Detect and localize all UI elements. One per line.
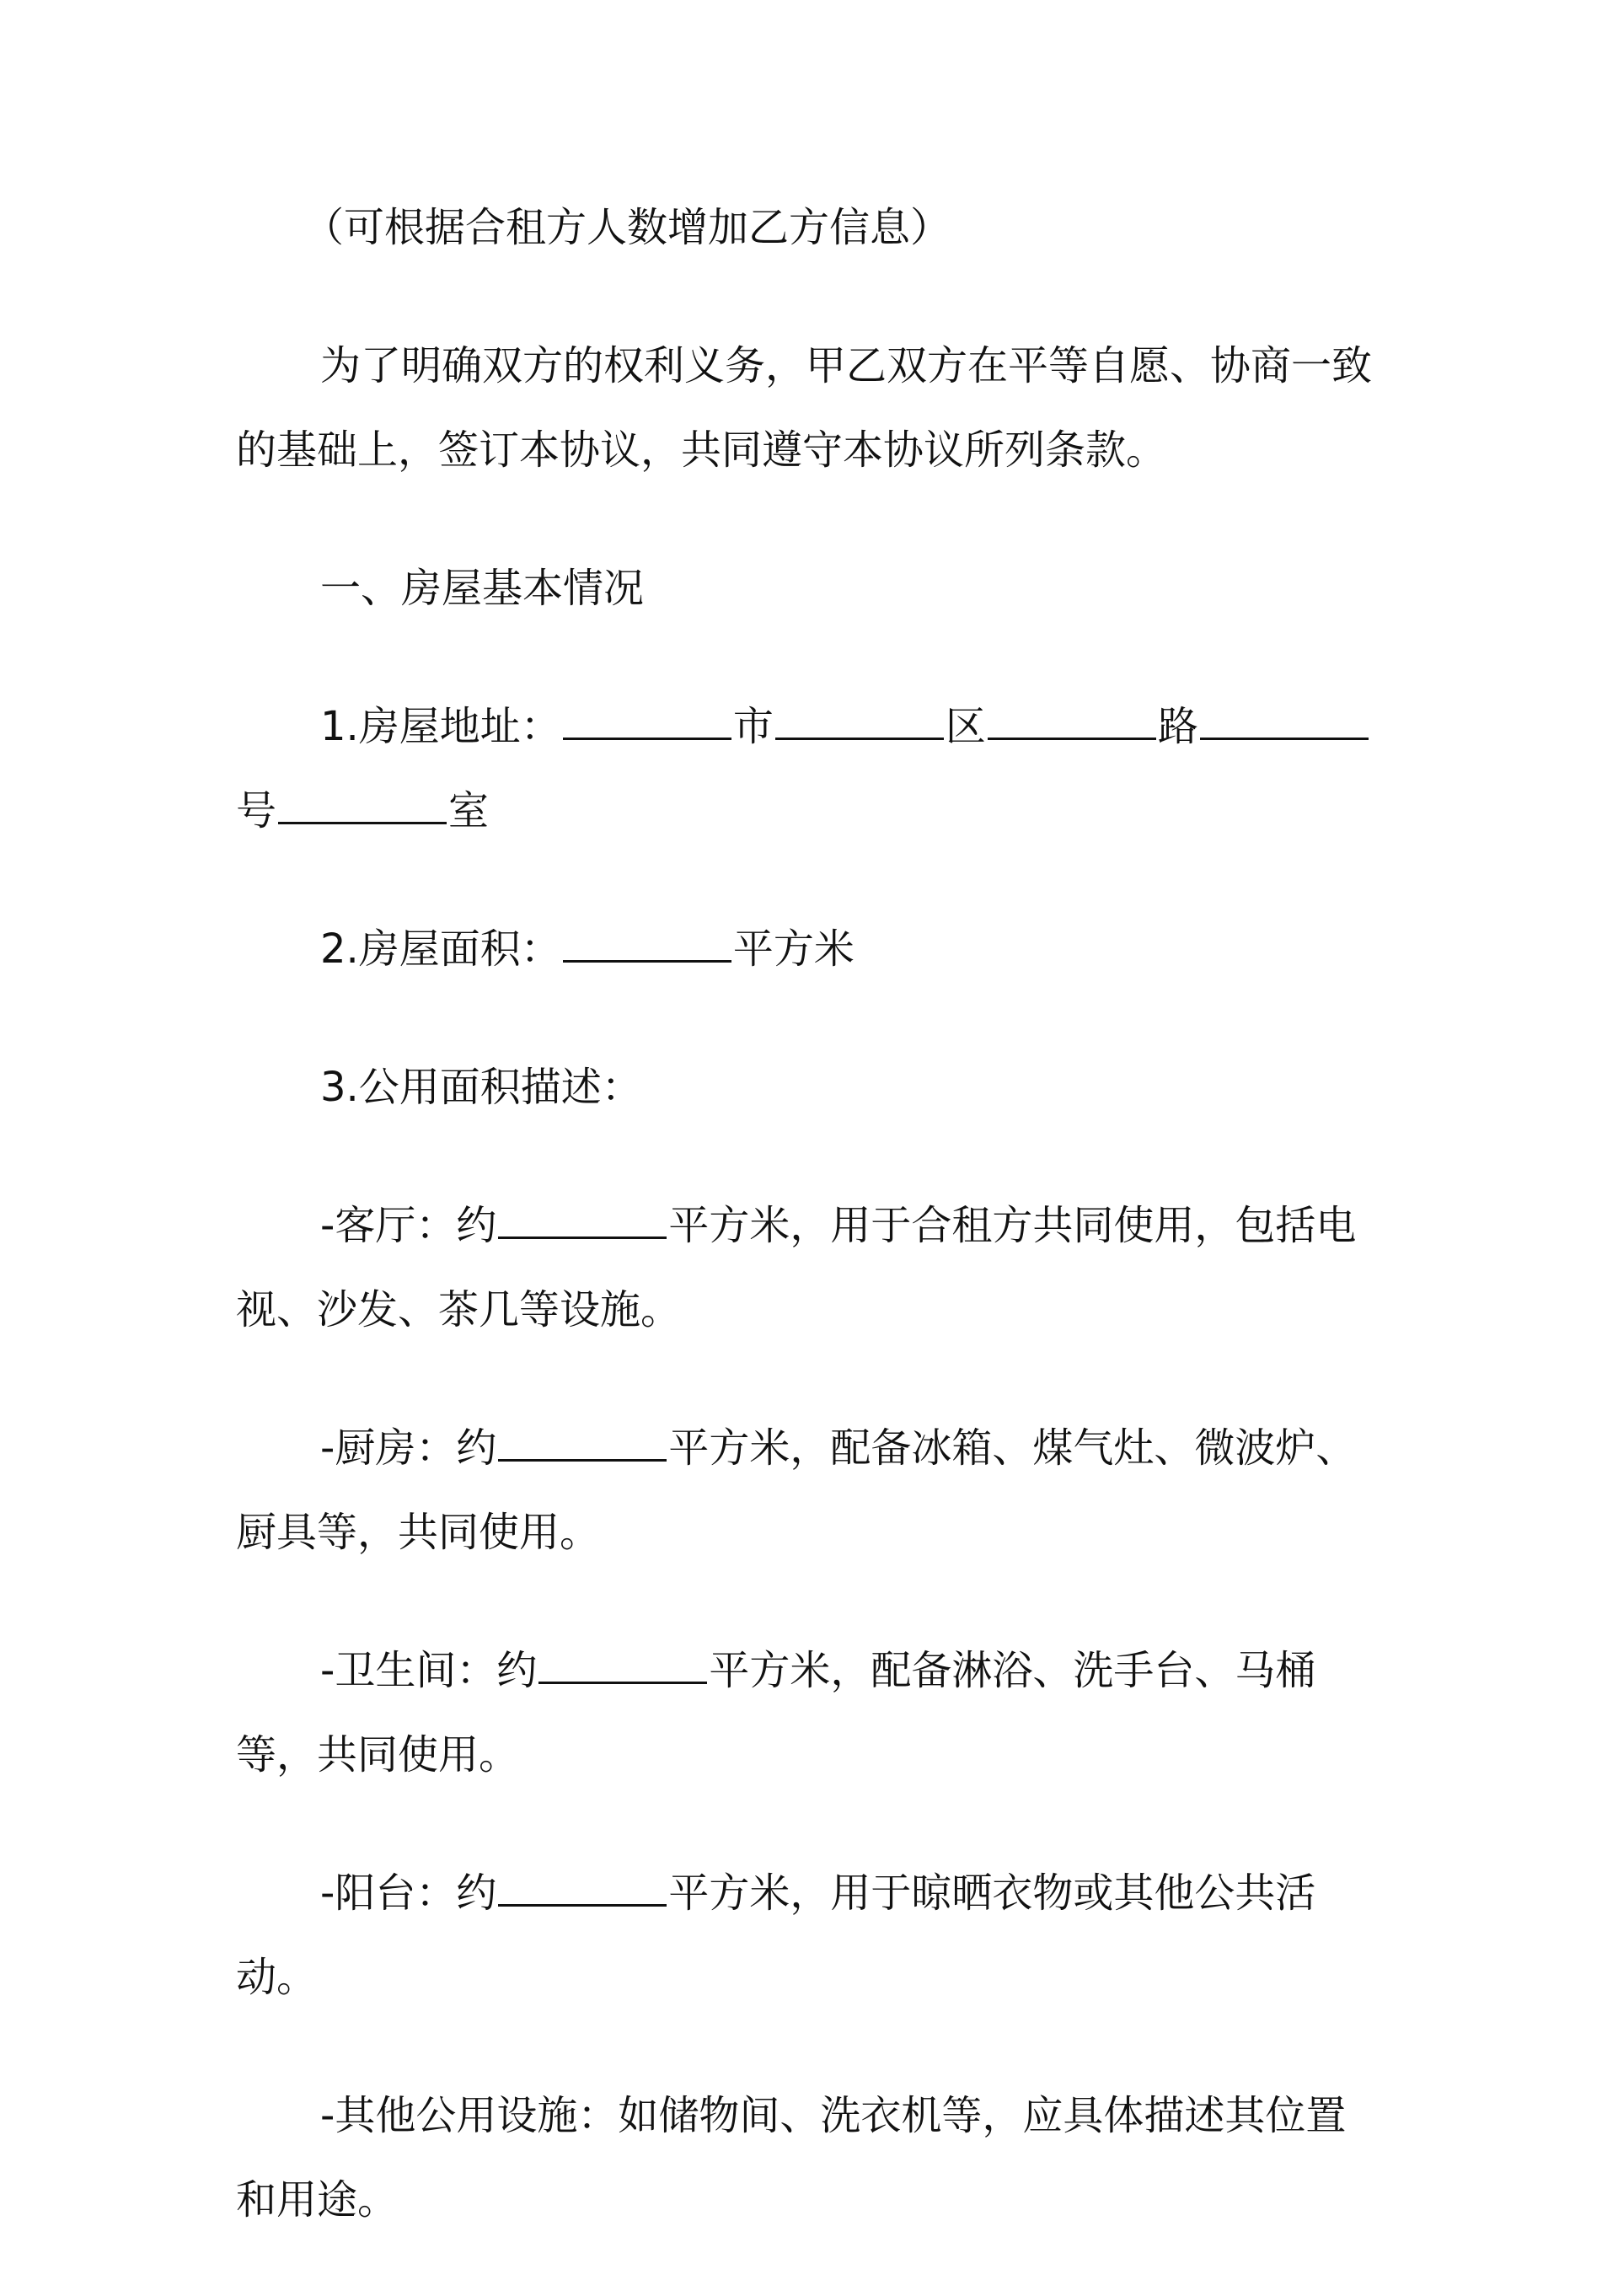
note-paragraph [236,185,1382,270]
balcony-blank[interactable] [498,1864,667,1907]
intro-paragraph [236,324,1382,492]
address-label: 1.房屋地址： [320,703,561,750]
bathroom-prefix: -卫生间：约 [320,1647,538,1694]
other-facilities-paragraph [236,2073,1382,2242]
section1-title-text: 一、房屋基本情况 [320,565,645,612]
document-body [236,185,1382,2296]
balcony-prefix: -阳台：约 [320,1870,497,1917]
city-blank[interactable] [563,697,731,740]
area-label: 2.房屋面积： [320,925,561,973]
section1-title [236,546,1382,630]
road-text: 路 [1157,703,1198,750]
number-blank[interactable] [1200,697,1369,740]
room-blank[interactable] [278,781,447,824]
kitchen-prefix: -厨房：约 [320,1424,497,1472]
kitchen-paragraph [236,1406,1382,1574]
balcony-paragraph [236,1851,1382,2020]
public-area-paragraph [236,1045,1382,1129]
bathroom-paragraph [236,1628,1382,1797]
other-facilities-text: -其他公用设施：如储物间、洗衣机等，应具体描述其位置和用途。 [236,2092,1347,2224]
bathroom-blank[interactable] [538,1641,707,1684]
intro-text: 为了明确双方的权利义务，甲乙双方在平等自愿、协商一致的基础上，签订本协议，共同遵守本协议所列条款。 [236,342,1373,474]
area-paragraph [236,907,1382,991]
living-room-prefix: -客厅：约 [320,1202,497,1249]
area-blank[interactable] [563,920,731,963]
number-text: 号 [236,787,277,834]
living-room-suffix: 平方米，用于合租方共同使用，包括电视、沙发、茶几等设施。 [236,1202,1357,1333]
district-text: 区 [945,703,986,750]
room-text: 室 [448,787,490,834]
district-blank[interactable] [775,697,944,740]
kitchen-suffix: 平方米，配备冰箱、煤气灶、微波炉、厨具等，共同使用。 [236,1424,1357,1556]
note-text: （可根据合租方人数增加乙方信息） [303,204,951,251]
public-area-label: 3.公用面积描述： [320,1064,642,1111]
balcony-suffix: 平方米，用于晾晒衣物或其他公共活动。 [236,1870,1316,2001]
area-unit: 平方米 [732,925,855,973]
city-text: 市 [732,703,774,750]
living-room-paragraph [236,1183,1382,1352]
road-blank[interactable] [988,697,1156,740]
kitchen-blank[interactable] [498,1419,667,1462]
living-room-blank[interactable] [498,1196,667,1239]
address-paragraph [236,684,1382,853]
bathroom-suffix: 平方米，配备淋浴、洗手台、马桶等，共同使用。 [236,1647,1316,1778]
